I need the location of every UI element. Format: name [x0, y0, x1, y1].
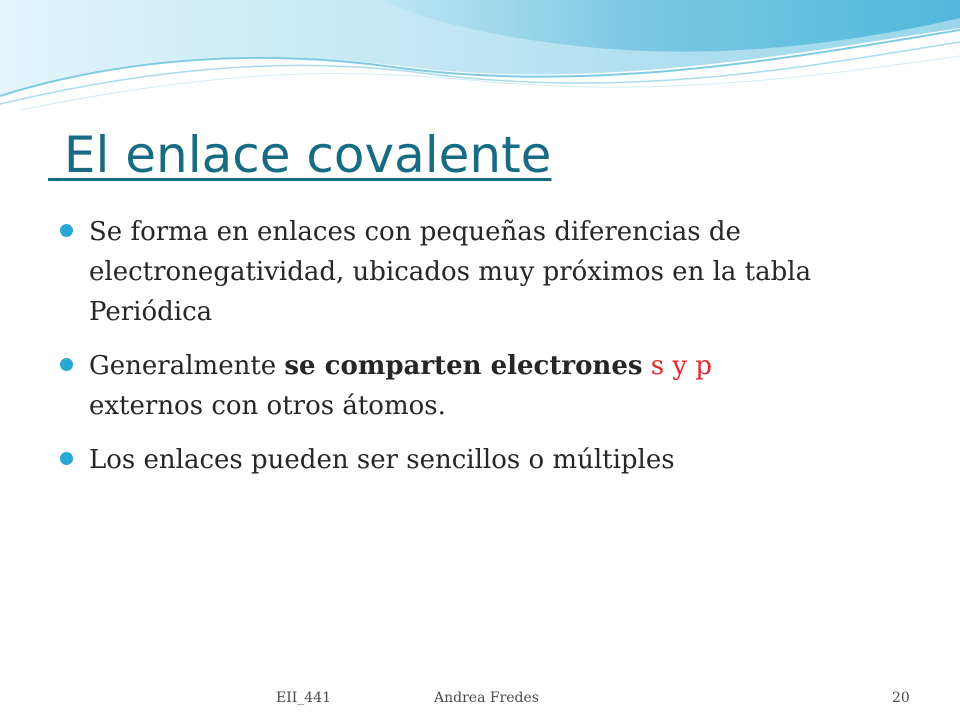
bullet-item	[60, 346, 920, 426]
bullet-text: Se forma en enlaces con pequeñas diferencias de electronegatividad, ubicados muy próximos en la tabla Periódica	[89, 217, 812, 327]
bullet-text-line2: externos con otros átomos.	[89, 391, 446, 421]
footer-course-code: EII_441	[276, 690, 332, 706]
bullet-bold-text: se comparten electrones	[284, 351, 643, 381]
slide-footer	[0, 686, 960, 710]
bullet-item	[60, 212, 920, 332]
decorative-wave-header	[0, 0, 960, 120]
bullet-list	[60, 212, 920, 494]
bullet-dot-icon	[60, 452, 73, 465]
bullet-text-part: Generalmente	[89, 351, 285, 381]
footer-author: Andrea Fredes	[434, 690, 539, 706]
bullet-text: Los enlaces pueden ser sencillos o múltiples	[89, 445, 675, 475]
slide-title: El enlace covalente	[63, 126, 552, 184]
bullet-item	[60, 440, 920, 480]
bullet-dot-icon	[60, 224, 73, 237]
slide-number: 20	[892, 690, 910, 706]
bullet-highlight-text: s y p	[650, 351, 712, 381]
bullet-dot-icon	[60, 358, 73, 371]
bullet-space	[643, 351, 651, 381]
